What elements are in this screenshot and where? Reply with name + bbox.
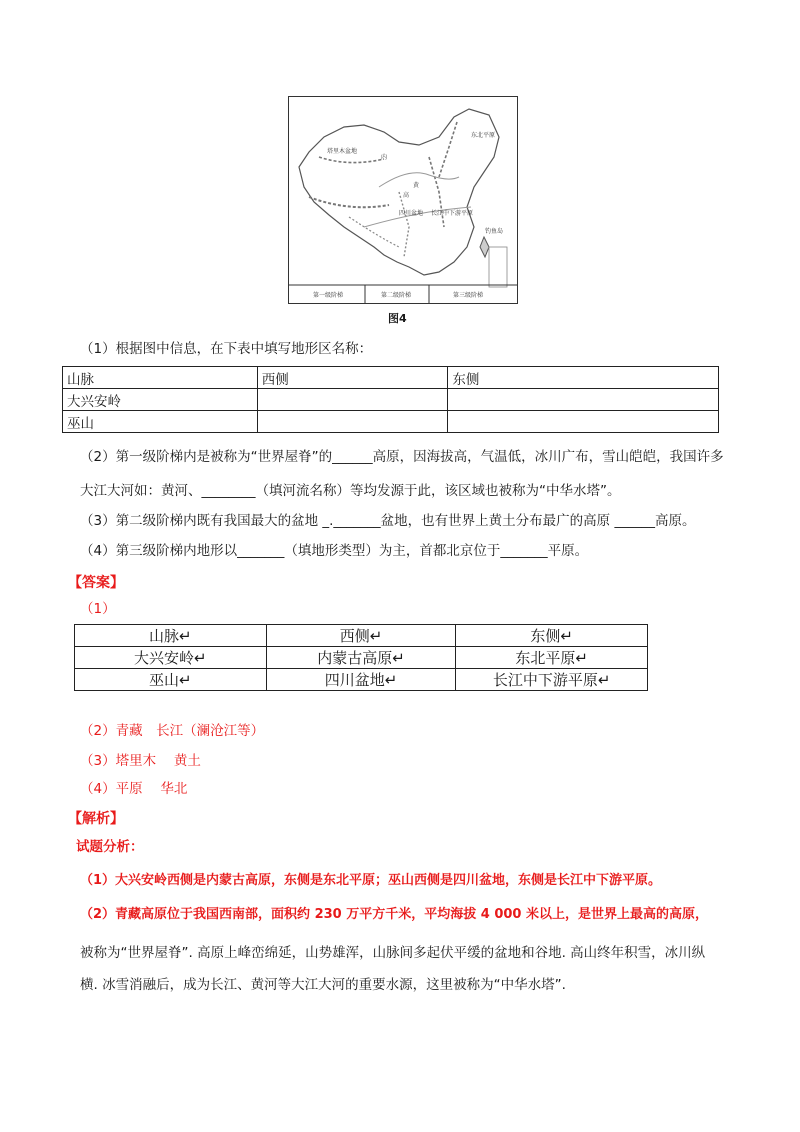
map-step3-label: 第三级阶梯 [453, 292, 484, 299]
answer-part-2: （2）青藏 长江（澜沧江等） [80, 723, 265, 739]
map-label-inner: 内 [381, 154, 388, 161]
question-2-line-2: 大江大河如：黄河、________（填河流名称）等均发源于此，该区域也被称为“中华水塔”。 [80, 483, 621, 499]
question-2-line-1: （2）第一级阶梯内是被称为“世界屋脊”的______高原，因海拔高，气温低，冰川广布，雪山皑皑，我国许多 [80, 449, 724, 465]
table-row [75, 625, 648, 647]
table-cell: 四川盆地↵ [266, 669, 456, 691]
analysis-paragraph-3: 被称为“世界屋脊”. 高原上峰峦绵延，山势雄浑，山脉间多起伏平缓的盆地和谷地. 高山终年积雪，冰川纵 [80, 945, 706, 961]
table-cell: 大兴安岭↵ [75, 647, 267, 669]
table-cell: 山脉 [63, 367, 258, 389]
map-label-dongbei: 东北平原 [471, 132, 496, 139]
answer-heading: 【答案】 [68, 575, 124, 591]
table-row [63, 367, 719, 389]
map-label-tarim: 塔里木盆地 [327, 148, 358, 155]
map-step2-label: 第二级阶梯 [381, 292, 412, 299]
map-label-gao: 高 [403, 192, 410, 199]
map-label-diaoyu: 钓鱼岛 [485, 228, 504, 235]
blank-cell-east[interactable] [448, 389, 719, 411]
answer-part-4: （4）平原 华北 [80, 781, 188, 797]
answer-part-1-label: （1） [80, 601, 116, 617]
blank-cell-east[interactable] [448, 411, 719, 433]
table-row [75, 647, 648, 669]
table-cell: 内蒙古高原↵ [266, 647, 456, 669]
question-4-text: （4）第三级阶梯内地形以_______（填地形类型）为主，首都北京位于_______平原。 [80, 543, 589, 559]
table-cell: 长江中下游平原↵ [456, 669, 648, 691]
table-cell: 西侧↵ [266, 625, 456, 647]
analysis-paragraph-4: 横. 冰雪消融后，成为长江、黄河等大江大河的重要水源，这里被称为“中华水塔”. [80, 977, 566, 993]
question-3-text: （3）第二级阶梯内既有我国最大的盆地 _._______盆地，也有世界上黄土分布最广的高原 ______高原。 [80, 513, 696, 529]
table-row [75, 669, 648, 691]
china-map-illustration [289, 97, 517, 303]
analysis-subheading: 试题分析： [76, 839, 144, 855]
map-label-sichuan: 四川盆地 [399, 210, 424, 217]
table-cell: 巫山↵ [75, 669, 267, 691]
blank-cell-west[interactable] [257, 389, 448, 411]
question-1-text: （1）根据图中信息，在下表中填写地形区名称： [80, 341, 373, 357]
analysis-paragraph-2: （2）青藏高原位于我国西南部，面积约 230 万平方千米，平均海拔 4 000 米以上，是世界上最高的高原， [80, 907, 708, 922]
answer-table [74, 624, 648, 691]
map-step1-label: 第一级阶梯 [313, 292, 344, 299]
table-cell: 巫山 [63, 411, 258, 433]
question-1-table [62, 366, 719, 433]
blank-cell-west[interactable] [257, 411, 448, 433]
map-label-huang: 黄 [413, 182, 420, 189]
answer-part-3: （3）塔里木 黄土 [80, 753, 201, 769]
figure-caption: 图4 [388, 312, 407, 325]
table-cell: 大兴安岭 [63, 389, 258, 411]
table-cell: 山脉↵ [75, 625, 267, 647]
table-cell: 西侧 [257, 367, 448, 389]
analysis-paragraph-1: （1）大兴安岭西侧是内蒙古高原，东侧是东北平原；巫山西侧是四川盆地，东侧是长江中下游平原。 [80, 873, 662, 888]
analysis-heading: 【解析】 [68, 811, 124, 827]
table-cell: 东侧↵ [456, 625, 648, 647]
table-cell: 东侧 [448, 367, 719, 389]
terrain-map-figure [288, 96, 518, 304]
table-row [63, 389, 719, 411]
map-label-changjiang: 长江中下游平原 [431, 210, 474, 217]
table-row [63, 411, 719, 433]
table-cell: 东北平原↵ [456, 647, 648, 669]
